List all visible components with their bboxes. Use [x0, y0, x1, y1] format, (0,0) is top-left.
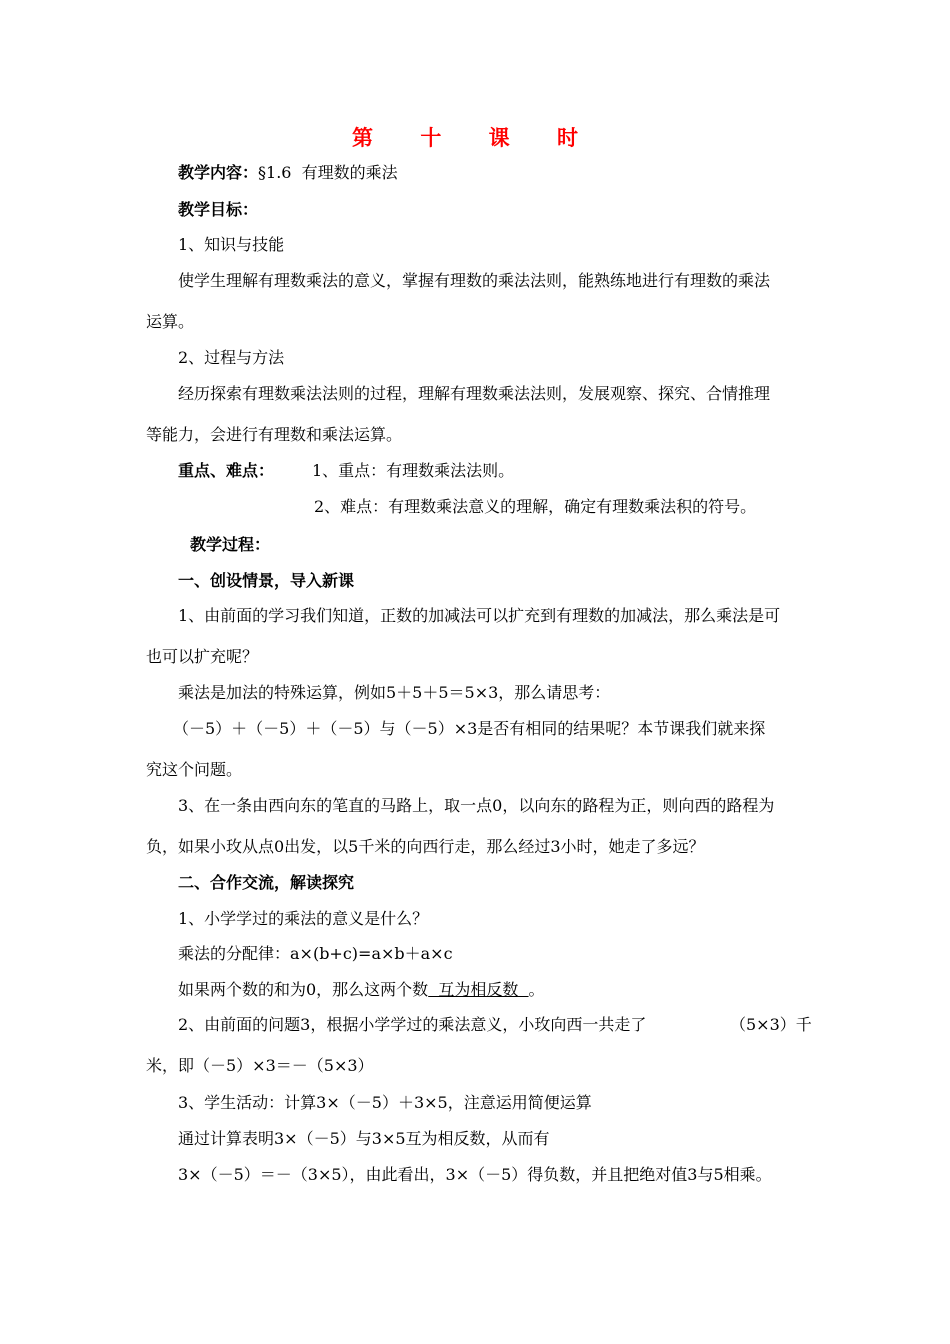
content-value: §1.6 有理数的乘法 — [258, 163, 398, 182]
s2-paragraph4-b: 米，即（－5）×3＝－（5×3） — [146, 1056, 374, 1075]
s2-paragraph6: 通过计算表明3×（－5）与3×5互为相反数，从而有 — [178, 1129, 550, 1148]
key-label: 重点、难点： — [178, 461, 275, 480]
goal2-heading: 2、过程与方法 — [178, 348, 285, 367]
s2-paragraph2: 乘法的分配律：a×(b+c)=a×b＋a×c — [178, 944, 453, 963]
content-label: 教学内容： — [178, 163, 259, 182]
difficult-point: 2、难点：有理数乘法意义的理解，确定有理数乘法积的符号。 — [314, 497, 757, 516]
goal2-text-b: 等能力，会进行有理数和乘法运算。 — [146, 425, 403, 444]
key-point: 1、重点：有理数乘法法则。 — [312, 461, 515, 480]
s2-paragraph3-pre: 如果两个数的和为0，那么这两个数 — [178, 980, 429, 999]
s2-paragraph7: 3×（－5）＝－（3×5），由此看出，3×（－5）得负数，并且把绝对值3与5相乘。 — [178, 1165, 772, 1184]
s2-paragraph3 — [178, 979, 545, 1001]
s1-paragraph1-a: 1、由前面的学习我们知道，正数的加减法可以扩充到有理数的加减法，那么乘法是可 — [178, 606, 781, 625]
s2-paragraph5: 3、学生活动：计算3×（－5）＋3×5，注意运用简便运算 — [178, 1093, 592, 1112]
goal1-text-b: 运算。 — [146, 312, 195, 331]
goals-label: 教学目标： — [178, 200, 259, 219]
s2-paragraph4-a: 2、由前面的问题3，根据小学学过的乘法意义，小玫向西一共走了 — [178, 1015, 647, 1034]
process-label: 教学过程： — [190, 535, 271, 554]
goal1-text-a: 使学生理解有理数乘法的意义，掌握有理数的乘法法则，能熟练地进行有理数的乘法 — [178, 271, 771, 290]
content-line — [178, 162, 398, 184]
s1-paragraph3-b: 究这个问题。 — [146, 760, 243, 779]
s1-paragraph1-b: 也可以扩充呢？ — [146, 647, 259, 666]
s1-paragraph4-b: 负，如果小玫从点0出发，以5千米的向西行走，那么经过3小时，她走了多远？ — [146, 837, 705, 856]
section2-heading: 二、合作交流，解读探究 — [178, 873, 355, 892]
goal2-text-a: 经历探索有理数乘法法则的过程，理解有理数乘法法则，发展观察、探究、合情推理 — [178, 384, 771, 403]
s2-paragraph1: 1、小学学过的乘法的意义是什么？ — [178, 909, 429, 928]
s2-paragraph3-post: 。 — [528, 980, 545, 999]
lesson-title: 第 十 课 时 — [352, 126, 598, 150]
s1-paragraph2: 乘法是加法的特殊运算，例如5＋5＋5＝5×3，那么请思考： — [178, 683, 611, 702]
s2-paragraph4-value: （5×3）千 — [730, 1015, 812, 1034]
goal1-heading: 1、知识与技能 — [178, 235, 285, 254]
s1-paragraph3-a: （－5）＋（－5）＋（－5）与（－5）×3是否有相同的结果呢？本节课我们就来探 — [173, 719, 766, 738]
s1-paragraph4-a: 3、在一条由西向东的笔直的马路上，取一点0，以向东的路程为正，则向西的路程为 — [178, 796, 775, 815]
section1-heading: 一、创设情景，导入新课 — [178, 571, 355, 590]
answer-blank: 互为相反数 — [428, 980, 529, 999]
